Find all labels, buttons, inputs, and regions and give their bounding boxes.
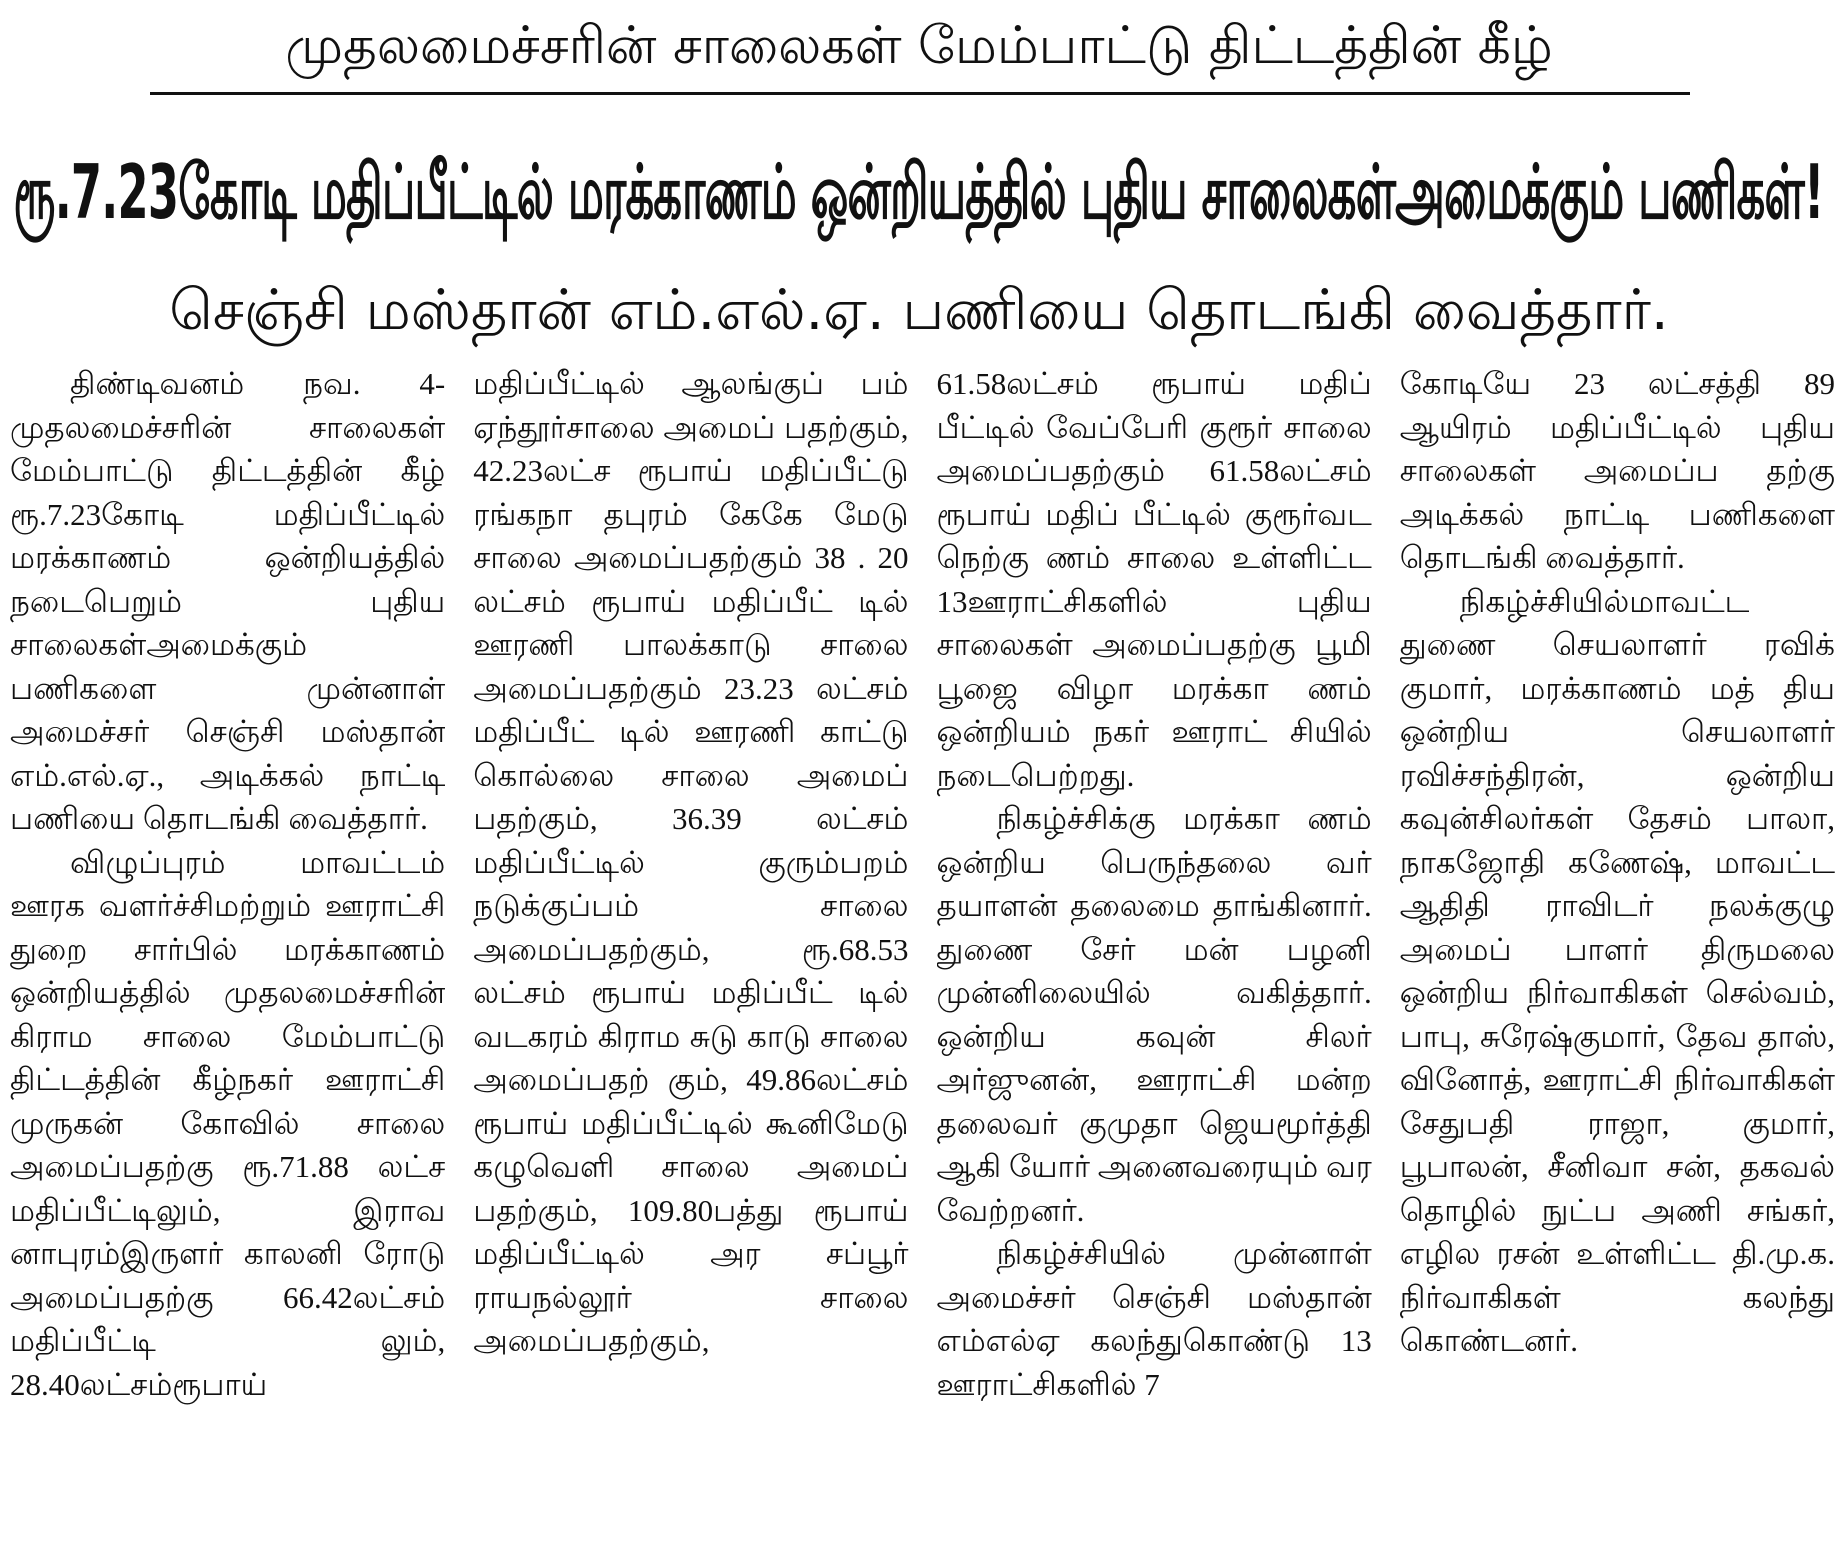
paragraph: நிகழ்ச்சியில்மாவட்ட துணை செயலாளர் ரவிக் குமார், மரக்காணம் மத் திய ஒன்றிய செயலாளர் ரவிச்சந்திரன், ஒன்றிய கவுன்சிலர்கள் தேசம் பாலா, நாகஜோதி கணேஷ், மாவட்ட ஆதிதி ராவிடர் நலக்குழு அமைப் பாளர் திருமலை ஒன்றிய நிர்வாகிகள் செல்வம், பாபு, சுரேஷ்குமார், தேவ தாஸ், வினோத், ஊராட்சி நிர்வாகிகள் சேதுபதி ராஜா, குமார், பூபாலன், சீனிவா சன், தகவல் தொழில் நுட்ப அணி சங்கர், எழில ரசன் உள்ளிட்ட தி.மு.க. நிர்வாகிகள் கலந்து கொண்டனர். — [1399, 583, 1835, 1358]
paragraph: கோடியே 23 லட்சத்தி 89 ஆயிரம் மதிப்பீட்டில் புதிய சாலைகள் அமைப்ப தற்கு அடிக்கல் நாட்டி பணிகளை தொடங்கி வைத்தார். — [1399, 366, 1835, 575]
headline — [0, 118, 1838, 268]
paragraph: திண்டிவனம் நவ. 4- முதலமைச்சரின் சாலைகள் மேம்பாட்டு திட்டத்தின் கீழ் ரூ.7.23கோடி மதிப்பீட்டில் மரக்காணம் ஒன்றியத்தில் நடைபெறும் புதிய சாலைகள்அமைக்கும் பணிகளை முன்னாள் அமைச்சர் செஞ்சி மஸ்தான் எம்.எல்.ஏ., அடிக்கல் நாட்டி பணியை தொடங்கி வைத்தார். — [10, 366, 446, 836]
column-3 — [937, 362, 1372, 1552]
headline-text: ரூ.7.23கோடி மதிப்பீட்டில் மரக்காணம் ஒன்றியத்தில் புதிய சாலைகள்அமைக்கும் பணிகள்! — [13, 149, 1825, 237]
kicker-line: முதலமைச்சரின் சாலைகள் மேம்பாட்டு திட்டத்தின் கீழ் — [285, 16, 1553, 76]
column-1 — [10, 362, 445, 1552]
paragraph: மதிப்பீட்டில் ஆலங்குப் பம் ஏந்தூர்சாலை அமைப் பதற்கும், 42.23லட்ச ரூபாய் மதிப்பீட்டு ரங்கநா தபுரம் கேகே மேடு சாலை அமைப்பதற்கும் 38 . 20 லட்சம் ரூபாய் மதிப்பீட் டில் ஊரணி பாலக்காடு சாலை அமைப்பதற்கும் 23.23 லட்சம் மதிப்பீட் டில் ஊரணி காட்டு கொல்லை சாலை அமைப் பதற்கும், 36.39 லட்சம் மதிப்பீட்டில் குரும்பறம் நடுக்குப்பம் சாலை அமைப்பதற்கும், ரூ.68.53 லட்சம் ரூபாய் மதிப்பீட் டில் வடகரம் கிராம சுடு காடு சாலை அமைப்பதற் கும், 49.86லட்சம் ரூபாய் மதிப்பீட்டில் கூனிமேடு கழுவெளி சாலை அமைப் பதற்கும், 109.80பத்து ரூபாய் மதிப்பீட்டில் அர சப்பூர் ராயநல்லூர் சாலை அமைப்பதற்கும், — [473, 366, 909, 1358]
column-4 — [1400, 362, 1835, 1552]
kicker-underline — [150, 92, 1690, 95]
paragraph: நிகழ்ச்சிக்கு மரக்கா ணம் ஒன்றிய பெருந்தலை வர் தயாளன் தலைமை தாங்கினார். துணை சேர் மன் பழனி முன்னிலையில் வகித்தார். ஒன்றிய கவுன் சிலர் அர்ஜுனன், ஊராட்சி மன்ற தலைவர் குமுதா ஜெயமூர்த்தி ஆகி யோர் அனைவரையும் வர வேற்றனர். — [936, 801, 1372, 1228]
paragraph: நிகழ்ச்சியில் முன்னாள் அமைச்சர் செஞ்சி மஸ்தான் எம்எல்ஏ கலந்துகொண்டு 13 ஊராட்சிகளில் 7 — [936, 1236, 1372, 1402]
column-2 — [473, 362, 908, 1552]
paragraph: 61.58லட்சம் ரூபாய் மதிப் பீட்டில் வேப்பேரி குரூர் சாலை அமைப்பதற்கும் 61.58லட்சம் ரூபாய் மதிப் பீட்டில் குரூர்வட நெற்கு ணம் சாலை உள்ளிட்ட 13ஊராட்சிகளில் புதிய சாலைகள் அமைப்பதற்கு பூமி பூஜை விழா மரக்கா ணம் ஒன்றியம் நகர் ஊராட் சியில் நடைபெற்றது. — [936, 366, 1372, 793]
subheadline: செஞ்சி மஸ்தான் எம்.எல்.ஏ. பணியை தொடங்கி வைத்தார். — [169, 278, 1669, 343]
article-body — [10, 362, 1835, 1552]
paragraph: விழுப்புரம் மாவட்டம் ஊரக வளர்ச்சிமற்றும் ஊராட்சி துறை சார்பில் மரக்காணம் ஒன்றியத்தில் முதலமைச்சரின் கிராம சாலை மேம்பாட்டு திட்டத்தின் கீழ்நகர் ஊராட்சி முருகன் கோவில் சாலை அமைப்பதற்கு ரூ.71.88 லட்ச மதிப்பீட்டிலும், இராவ னாபுரம்இருளர் காலனி ரோடு அமைப்பதற்கு 66.42லட்சம் மதிப்பீட்டி லும், 28.40லட்சம்ரூபாய் — [10, 844, 446, 1402]
